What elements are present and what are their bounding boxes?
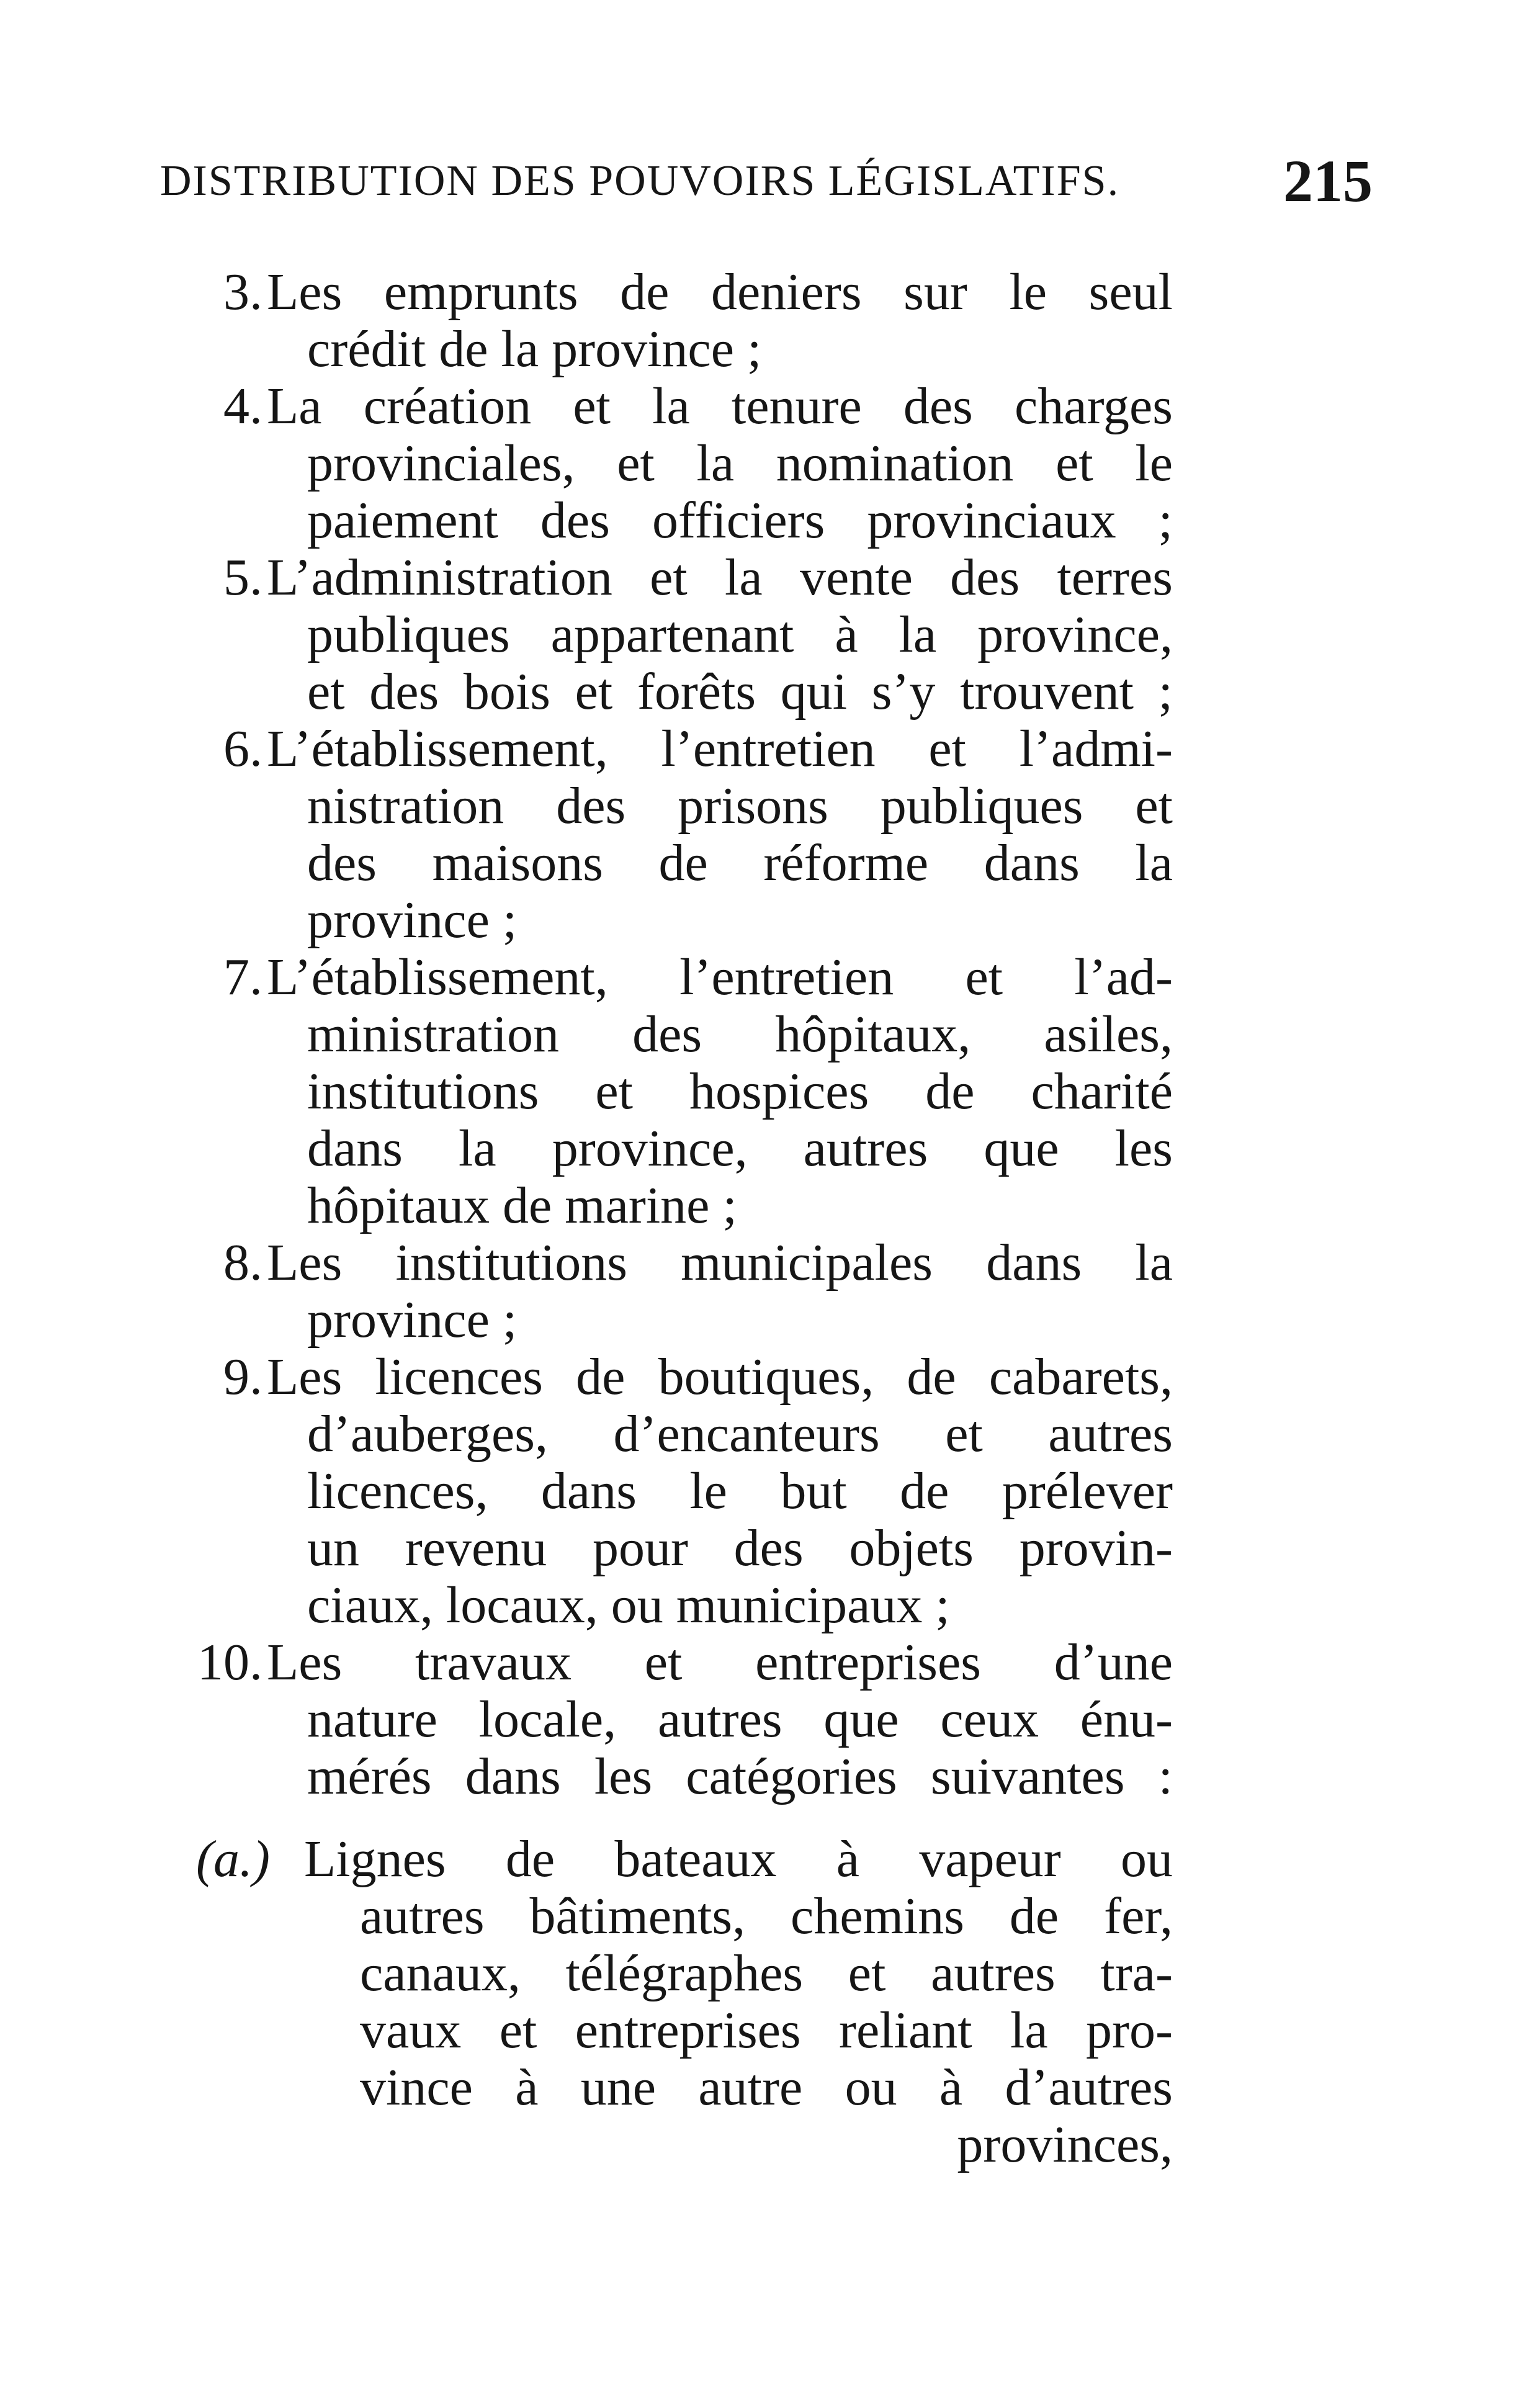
item-line: Les travaux et entreprises d’une: [267, 1633, 1173, 1691]
item-line: L’administration et la vente des terres: [267, 549, 1173, 606]
item-number: 10.: [197, 1633, 262, 1691]
item-line: province ;: [307, 1291, 518, 1349]
item-line: d’auberges, d’encanteurs et autres: [307, 1405, 1173, 1463]
item-line: nistration des prisons publiques et: [307, 777, 1173, 835]
item-number: 7.: [223, 948, 262, 1006]
item-line: Les emprunts de deniers sur le seul: [267, 263, 1173, 321]
subitem-line: vaux et entreprises reliant la pro-: [360, 2001, 1173, 2060]
item-number: 5.: [223, 549, 262, 606]
subitem-label: (a.): [196, 1830, 270, 1889]
item-line: dans la province, autres que les: [307, 1120, 1173, 1177]
item-line: province ;: [307, 891, 518, 949]
item-line: nature locale, autres que ceux énu-: [307, 1691, 1173, 1748]
item-line: ciaux, locaux, ou municipaux ;: [307, 1576, 950, 1634]
item-line: paiement des officiers provinciaux ;: [307, 492, 1173, 549]
subitem-line: vince à une autre ou à d’autres: [360, 2059, 1173, 2117]
item-line: et des bois et forêts qui s’y trouvent ;: [307, 663, 1173, 721]
item-number: 6.: [223, 720, 262, 778]
item-line: un revenu pour des objets provin-: [307, 1519, 1173, 1577]
running-title: DISTRIBUTION DES POUVOIRS LÉGISLATIFS.: [160, 157, 1120, 205]
item-line: institutions et hospices de charité: [307, 1062, 1173, 1120]
item-line: ministration des hôpitaux, asiles,: [307, 1005, 1173, 1063]
item-number: 4.: [223, 377, 262, 435]
item-number: 3.: [223, 263, 262, 321]
subitem-line: canaux, télégraphes et autres tra-: [360, 1944, 1173, 2003]
page-number: 215: [1283, 148, 1373, 214]
item-line: crédit de la province ;: [307, 320, 762, 378]
item-line: publiques appartenant à la province,: [307, 606, 1173, 663]
page-header: [160, 148, 1373, 218]
item-line: mérés dans les catégories suivantes :: [307, 1748, 1173, 1805]
item-line: des maisons de réforme dans la: [307, 834, 1173, 892]
item-line: licences, dans le but de prélever: [307, 1462, 1173, 1520]
item-line: Les institutions municipales dans la: [267, 1234, 1173, 1292]
subitem-line: provinces,: [957, 2116, 1173, 2174]
item-line: La création et la tenure des charges: [267, 377, 1173, 435]
item-line: Les licences de boutiques, de cabarets,: [267, 1348, 1173, 1406]
subitem-line: autres bâtiments, chemins de fer,: [360, 1887, 1173, 1946]
item-number: 9.: [223, 1348, 262, 1406]
item-line: hôpitaux de marine ;: [307, 1177, 737, 1234]
item-line: provinciales, et la nomination et le: [307, 434, 1173, 492]
item-line: L’établissement, l’entretien et l’admi-: [267, 720, 1173, 778]
item-number: 8.: [223, 1234, 262, 1292]
subitem-line: Lignes de bateaux à vapeur ou: [304, 1830, 1173, 1889]
item-line: L’établissement, l’entretien et l’ad-: [267, 948, 1173, 1006]
